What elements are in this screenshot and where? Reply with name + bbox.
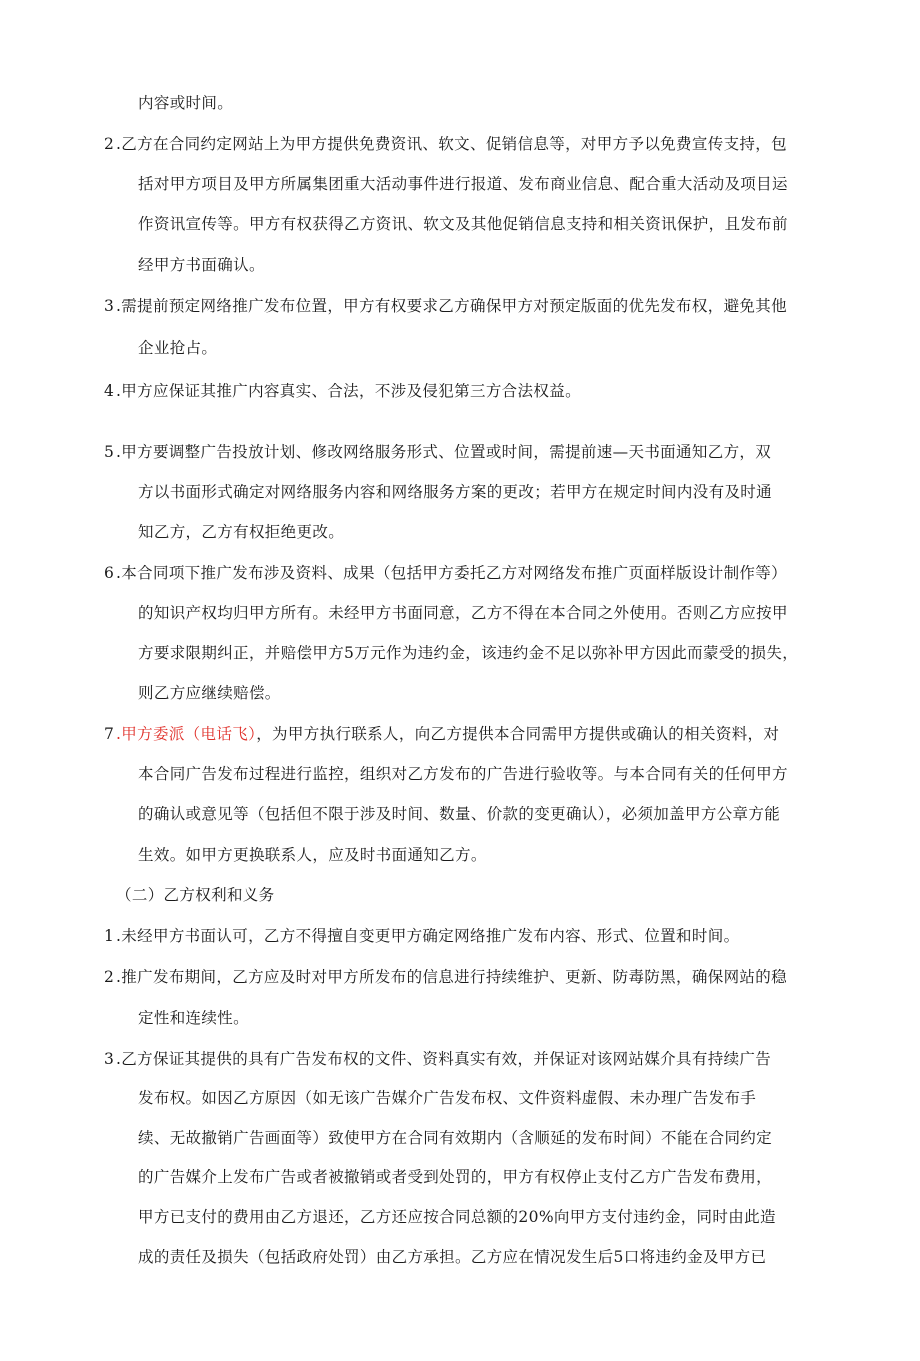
a-item6-line-1: .本合同项下推广发布涉及资料、成果（包括甲方委托乙方对网络发布推广页面样版设计制作等）: [116, 564, 787, 582]
a-item2-line-1: .乙方在合同约定网站上为甲方提供免费资讯、软文、促销信息等，对甲方予以免费宣传支持，包: [116, 135, 787, 153]
a-item1-tail-line-1: 内容或时间。: [138, 94, 234, 112]
b-item2-number: 2: [104, 968, 115, 986]
a-item3-line-1: .需提前预定网络推广发布位置，甲方有权要求乙方确保甲方对预定版面的优先发布权，避免其他: [116, 297, 787, 315]
b-item2-line-2: 定性和连续性。: [138, 1009, 249, 1027]
a-item5-line-3: 知乙方，乙方有权拒绝更改。: [138, 523, 345, 541]
a-item3-number: 3: [104, 297, 115, 315]
a-item7-line-4: 生效。如甲方更换联系人，应及时书面通知乙方。: [138, 846, 487, 864]
a-item6-line-4: 则乙方应继续赔偿。: [138, 684, 281, 702]
a-item2-line-2: 括对甲方项目及甲方所属集团重大活动事件进行报道、发布商业信息、配合重大活动及项目运: [138, 175, 788, 193]
b-item3-line-2: 发布权。如因乙方原因（如无该广告媒介广告发布权、文件资料虚假、未办理广告发布手: [138, 1089, 757, 1107]
a-item7-line-3: 的确认或意见等（包括但不限于涉及时间、数量、价款的变更确认），必须加盖甲方公章方能: [138, 805, 781, 823]
a-item4-line-1: .甲方应保证其推广内容真实、合法，不涉及侵犯第三方合法权益。: [116, 382, 581, 400]
a-item5-line-2: 方以书面形式确定对网络服务内容和网络服务方案的更改；若甲方在规定时间内没有及时通: [138, 483, 773, 501]
b-item3-line-1: .乙方保证其提供的具有广告发布权的文件、资料真实有效，并保证对该网站媒介具有持续广告: [116, 1050, 772, 1068]
a-item6-line-2: 的知识产权均归甲方所有。未经甲方书面同意，乙方不得在本合同之外使用。否则乙方应按甲: [138, 604, 788, 622]
b-item3-line-6: 成的责任及损失（包括政府处罚）由乙方承担。乙方应在情况发生后5口将违约金及甲方已: [138, 1248, 767, 1266]
a-item7-contact-highlight: .甲方委派（电话飞）: [116, 725, 257, 743]
a-item5-line-1: .甲方要调整广告投放计划、修改网络服务形式、位置或时间，需提前速—天书面通知乙方，双: [116, 443, 772, 461]
a-item5-number: 5: [104, 443, 115, 461]
b-item3-line-5: 甲方已支付的费用由乙方退还，乙方还应按合同总额的20%向甲方支付违约金，同时由此造: [138, 1208, 776, 1226]
a-item4-number: 4: [104, 382, 115, 400]
a-item6-number: 6: [104, 564, 115, 582]
a-item2-line-3: 作资讯宣传等。甲方有权获得乙方资讯、软文及其他促销信息支持和相关资讯保护，且发布前: [138, 215, 788, 233]
a-item7-line-1-rest: ，为甲方执行联系人，向乙方提供本合同需甲方提供或确认的相关资料，对: [256, 725, 780, 743]
a-item7-line-2: 本合同广告发布过程进行监控，组织对乙方发布的广告进行验收等。与本合同有关的任何甲方: [138, 765, 788, 783]
a-item7-line-1: [116, 724, 779, 744]
b-item1-number: 1: [104, 927, 115, 945]
a-item3-line-2: 企业抢占。: [138, 339, 218, 357]
b-item3-line-3: 续、无故撤销广告画面等）致使甲方在合同有效期内（含顺延的发布时间）不能在合同约定: [138, 1129, 773, 1147]
a-item2-number: 2: [104, 135, 115, 153]
a-item2-line-4: 经甲方书面确认。: [138, 256, 265, 274]
section-b-heading: （二）乙方权利和义务: [116, 886, 275, 904]
b-item3-line-4: 的广告媒介上发布广告或者被撤销或者受到处罚的，甲方有权停止支付乙方广告发布费用，: [138, 1168, 773, 1186]
a-item6-line-3: 方要求限期纠正，并赔偿甲方5万元作为违约金，该违约金不足以弥补甲方因此而蒙受的损失，: [138, 644, 799, 662]
b-item2-line-1: .推广发布期间，乙方应及时对甲方所发布的信息进行持续维护、更新、防毒防黑，确保网站的稳: [116, 968, 787, 986]
a-item7-number: 7: [104, 725, 115, 743]
b-item3-number: 3: [104, 1050, 115, 1068]
b-item1-line-1: .未经甲方书面认可，乙方不得擅自变更甲方确定网络推广发布内容、形式、位置和时间。: [116, 927, 740, 945]
